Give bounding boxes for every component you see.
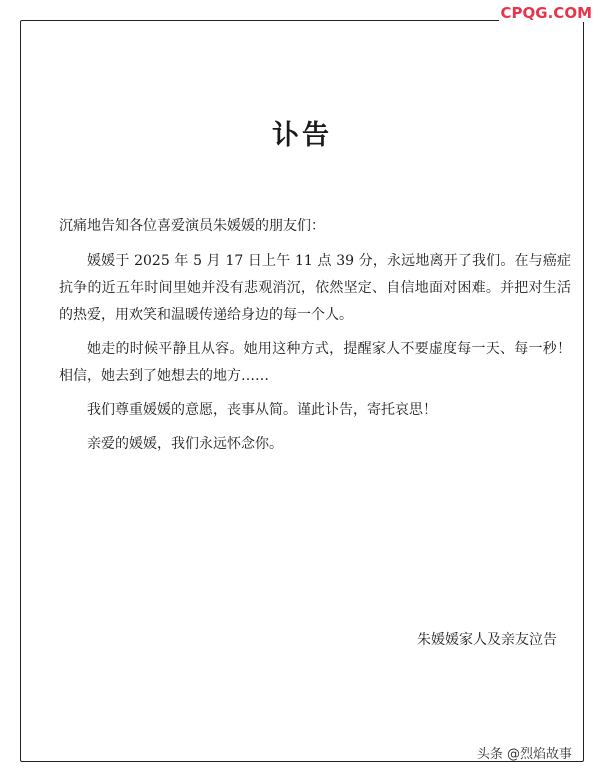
document-body (59, 213, 571, 465)
signature: 朱媛媛家人及亲友泣告 (417, 632, 557, 648)
paragraph: 我们尊重媛媛的意愿，丧事从简。谨此讣告，寄托哀思！ (87, 402, 437, 418)
obituary-document (20, 20, 584, 762)
source-watermark: 头条 @烈焰故事 (476, 747, 572, 762)
salutation: 沉痛地告知各位喜爱演员朱媛媛的朋友们： (59, 218, 325, 234)
paragraph: 亲爱的媛媛，我们永远怀念你。 (87, 436, 283, 452)
site-watermark-tag: CPQG.COM (500, 4, 592, 22)
paragraph: 她走的时候平静且从容。她用这种方式，提醒家人不要虚度每一天、每一秒！相信，她去到了她想去的地方…… (59, 341, 571, 384)
paragraph: 媛媛于 2025 年 5 月 17 日上午 11 点 39 分，永远地离开了我们。在与癌症抗争的近五年时间里她并没有悲观消沉，依然坚定、自信地面对困难。并把对生活的热爱，用欢笑和温暖传递给身边的每一个人。 (59, 253, 571, 323)
document-title: 讣告 (272, 120, 332, 151)
